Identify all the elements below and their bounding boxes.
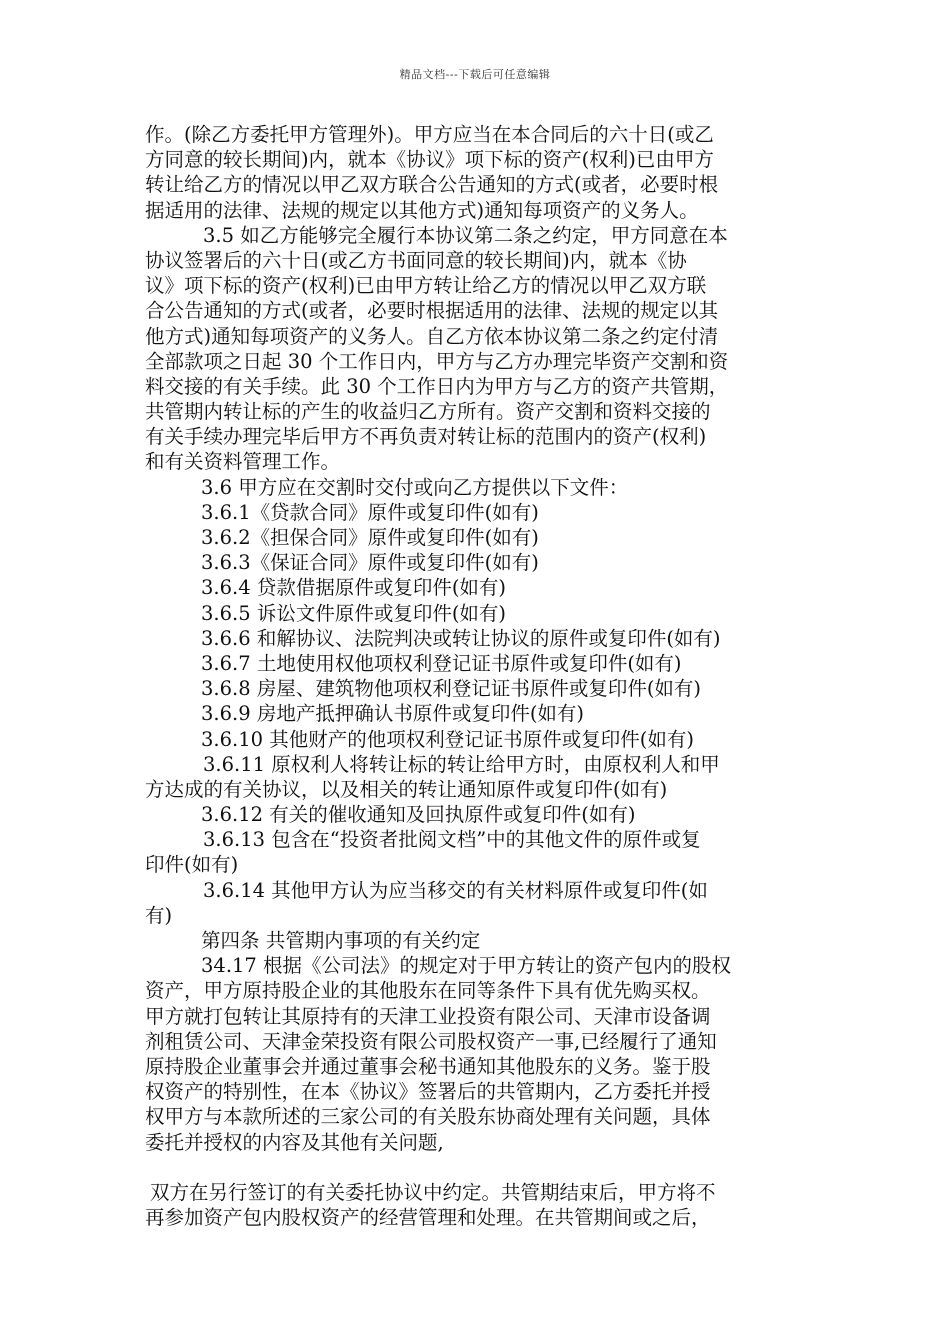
text-line: 方同意的较长期间)内，就本《协议》项下标的资产(权利)已由甲方 bbox=[145, 148, 714, 172]
text-line: 印件(如有) bbox=[145, 853, 239, 877]
text-line: 有) bbox=[145, 903, 173, 927]
text-line: 3.6.14 其他甲方认为应当移交的有关材料原件或复印件(如 bbox=[203, 878, 708, 902]
text-line: 转让给乙方的情况以甲乙双方联合公告通知的方式(或者，必要时根 bbox=[145, 173, 719, 197]
document-body bbox=[145, 122, 810, 1230]
text-line: 共管期内转让标的产生的收益归乙方所有。资产交割和资料交接的 bbox=[145, 400, 711, 424]
text-line: 有关手续办理完毕后甲方不再负责对转让标的范围内的资产(权利) bbox=[145, 425, 707, 449]
text-line: 3.6.9 房地产抵押确认书原件或复印件(如有) bbox=[201, 702, 585, 726]
text-line: 据适用的法律、法规的规定以其他方式)通知每项资产的义务人。 bbox=[145, 198, 699, 222]
section-heading: 第四条 共管期内事项的有关约定 bbox=[201, 929, 481, 952]
text-line: 3.6.13 包含在“投资者批阅文档”中的其他文件的原件或复 bbox=[203, 828, 701, 852]
text-line: 协议签署后的六十日(或乙方书面同意的较长期间)内，就本《协 bbox=[145, 248, 687, 272]
text-line: 全部款项之日起 30 个工作日内，甲方与乙方办理完毕资产交割和资 bbox=[145, 349, 729, 373]
text-line: 权资产的特别性，在本《协议》签署后的共管期内，乙方委托并授 bbox=[145, 1080, 711, 1104]
text-line: 和有关资料管理工作。 bbox=[145, 450, 341, 474]
text-line: 再参加资产包内股权资产的经营管理和处理。在共管期间或之后， bbox=[145, 1206, 711, 1230]
text-line: 3.6.3《保证合同》原件或复印件(如有) bbox=[201, 551, 539, 575]
text-line: 方达成的有关协议，以及相关的转让通知原件或复印件(如有) bbox=[145, 777, 668, 801]
text-line: 原持股企业董事会并通过董事会秘书通知其他股东的义务。鉴于股 bbox=[145, 1054, 711, 1078]
text-line: 3.6.5 诉讼文件原件或复印件(如有) bbox=[201, 601, 507, 625]
text-line: 作。(除乙方委托甲方管理外)。甲方应当在本合同后的六十日(或乙 bbox=[145, 123, 714, 146]
text-line: 委托并授权的内容及其他有关问题, bbox=[145, 1130, 444, 1154]
text-line: 3.6 甲方应在交割时交付或向乙方提供以下文件： bbox=[201, 475, 629, 499]
paragraph-gap bbox=[145, 1155, 810, 1180]
text-line: 34.17 根据《公司法》的规定对于甲方转让的资产包内的股权 bbox=[201, 954, 732, 978]
text-line: 3.5 如乙方能够完全履行本协议第二条之约定，甲方同意在本 bbox=[203, 223, 728, 247]
text-line: 3.6.4 贷款借据原件或复印件(如有) bbox=[201, 576, 507, 600]
text-line: 3.6.8 房屋、建筑物他项权利登记证书原件或复印件(如有) bbox=[201, 677, 702, 701]
text-line: 3.6.12 有关的催收通知及回执原件或复印件(如有) bbox=[201, 803, 636, 827]
text-line: 3.6.6 和解协议、法院判决或转让协议的原件或复印件(如有) bbox=[201, 626, 721, 650]
page-header: 精品文档---下载后可任意编辑 bbox=[399, 68, 551, 81]
text-line: 3.6.7 土地使用权他项权利登记证书原件或复印件(如有) bbox=[201, 651, 682, 675]
text-line: 剂租赁公司、天津金荣投资有限公司股权资产一事,已经履行了通知 bbox=[145, 1029, 717, 1053]
text-line: 料交接的有关手续。此 30 个工作日内为甲方与乙方的资产共管期， bbox=[145, 374, 729, 398]
text-line: 3.6.11 原权利人将转让标的转让给甲方时，由原权利人和甲 bbox=[203, 752, 720, 776]
text-line: 权甲方与本款所述的三家公司的有关股东协商处理有关问题，具体 bbox=[145, 1105, 711, 1129]
text-line: 3.6.2《担保合同》原件或复印件(如有) bbox=[201, 526, 539, 549]
text-line: 合公告通知的方式(或者，必要时根据适用的法律、法规的规定以其 bbox=[145, 299, 719, 323]
text-line: 他方式)通知每项资产的义务人。自乙方依本协议第二条之约定付清 bbox=[145, 324, 719, 348]
text-line: 3.6.10 其他财产的他项权利登记证书原件或复印件(如有) bbox=[201, 727, 694, 751]
text-line: 议》项下标的资产(权利)已由甲方转让给乙方的情况以甲乙双方联 bbox=[145, 274, 707, 298]
text-line: 3.6.1《贷款合同》原件或复印件(如有) bbox=[201, 500, 539, 524]
text-line: 双方在另行签订的有关委托协议中约定。共管期结束后，甲方将不 bbox=[150, 1180, 716, 1204]
text-line: 资产，甲方原持股企业的其他股东在同等条件下具有优先购买权。 bbox=[145, 979, 711, 1003]
text-line: 甲方就打包转让其原持有的天津工业投资有限公司、天津市设备调 bbox=[145, 1004, 711, 1028]
